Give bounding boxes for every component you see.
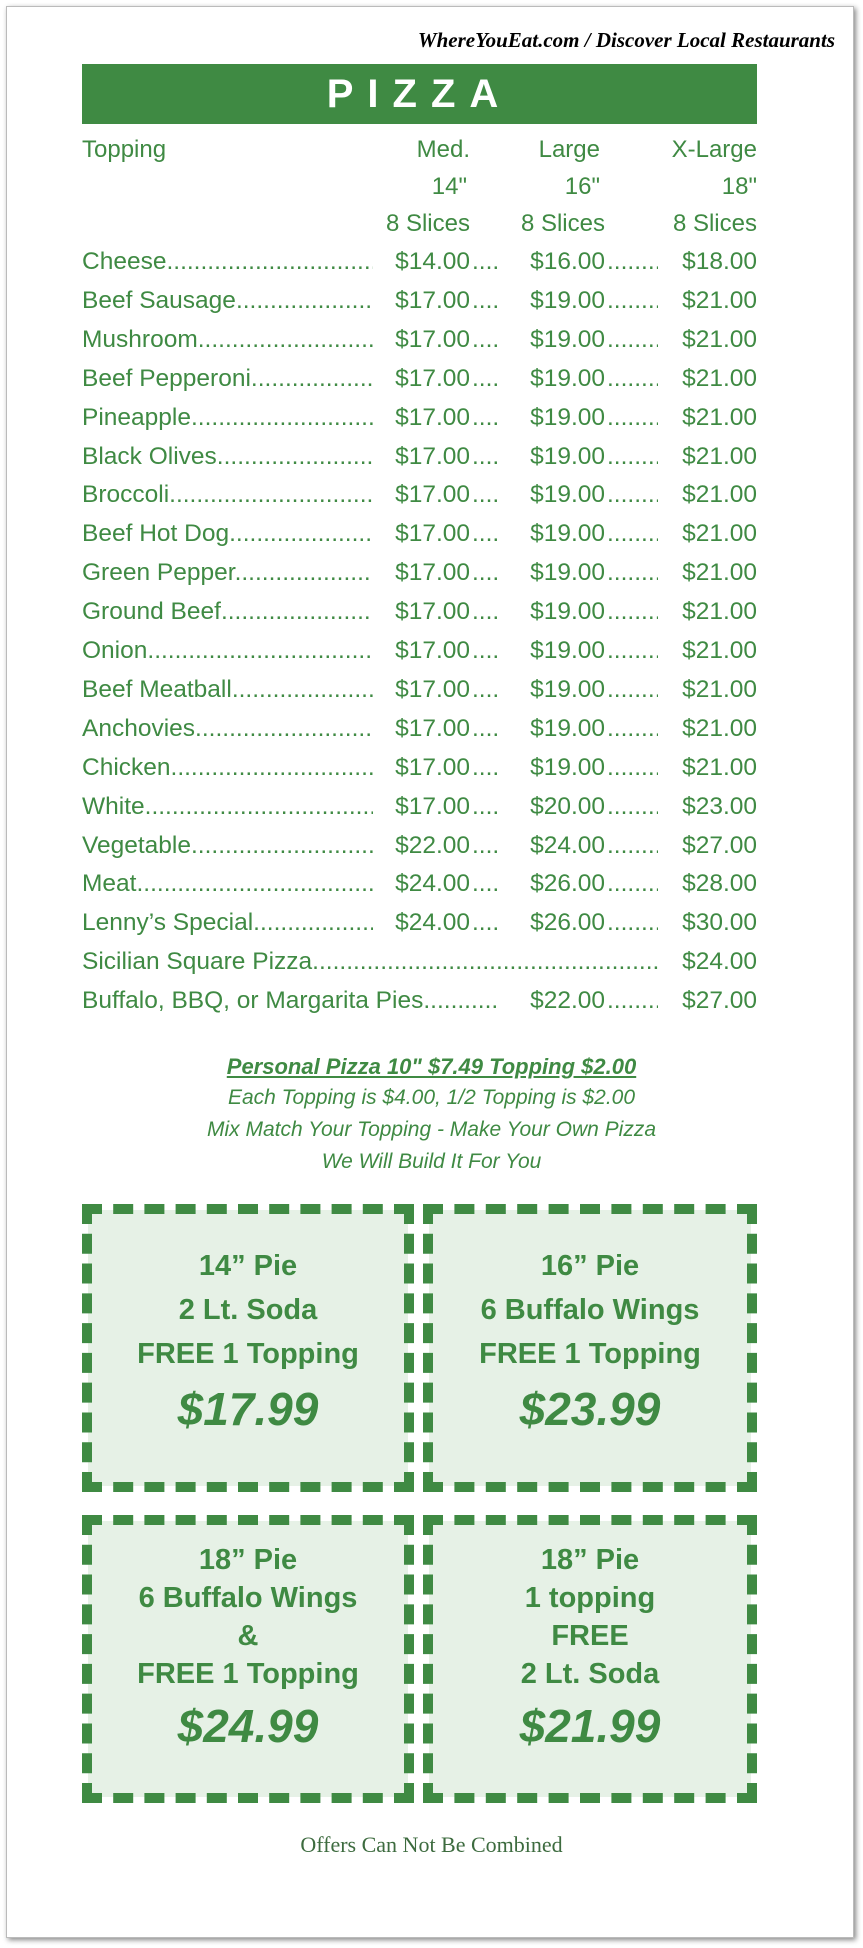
xlarge-slices: 8 Slices	[672, 210, 757, 237]
xlarge-price: $21.00	[682, 364, 757, 392]
dot-leader	[607, 283, 658, 319]
site-title: WhereYouEat.com / Discover Local Restaurants	[417, 28, 835, 52]
xlarge-price: $21.00	[682, 325, 757, 353]
item-name-text: Lenny’s Special	[82, 909, 254, 937]
dot-leader	[607, 905, 658, 941]
large-price: $19.00	[530, 325, 605, 353]
item-name-text: Cheese	[82, 248, 167, 275]
dot-leader	[472, 633, 498, 669]
dot-leader	[607, 516, 658, 552]
med-slices: 8 Slices	[385, 210, 470, 237]
med-size: 14"	[431, 173, 467, 200]
xlarge-price: $21.00	[682, 520, 757, 548]
xlarge-price: $27.00	[682, 987, 757, 1015]
menu-item-row	[82, 633, 757, 669]
promo-line: Each Topping is $4.00, 1/2 Topping is $2.00	[227, 1086, 636, 1109]
xlarge-header: X-Large	[671, 136, 757, 163]
item-name-text: Beef Hot Dog	[82, 520, 230, 548]
xlarge-price: $21.00	[682, 559, 757, 587]
med-price: $14.00	[395, 248, 470, 275]
large-price: $19.00	[530, 286, 605, 314]
item-name	[82, 283, 373, 319]
coupon-line: FREE 1 Topping	[479, 1338, 701, 1370]
coupon-line: 18” Pie	[198, 1544, 298, 1576]
menu-item-row	[82, 361, 757, 397]
dot-leader	[472, 789, 498, 825]
med-price: $17.00	[395, 675, 470, 703]
dot-leader	[607, 866, 658, 902]
dot-leader	[607, 711, 658, 747]
menu-item-row	[82, 905, 757, 941]
large-price: $19.00	[530, 598, 605, 626]
item-name	[82, 361, 373, 397]
large-price: $19.00	[530, 675, 605, 703]
item-name-text: Pineapple	[82, 403, 191, 431]
item-name-text: Broccoli	[82, 481, 170, 509]
med-price: $17.00	[395, 714, 470, 742]
item-name	[82, 516, 373, 552]
dot-leader	[472, 672, 498, 708]
dot-leader	[607, 633, 658, 669]
dot-leader	[607, 789, 658, 825]
large-price: $26.00	[530, 870, 605, 898]
dot-leader	[472, 828, 498, 864]
coupon-line: FREE 1 Topping	[137, 1338, 359, 1370]
menu-item-row	[82, 516, 757, 552]
coupon-price: $17.99	[177, 1383, 319, 1435]
menu-item-row	[82, 828, 757, 864]
dot-leader	[607, 555, 658, 591]
dot-leader	[472, 322, 498, 358]
coupon-line: FREE 1 Topping	[137, 1658, 359, 1690]
dot-leader	[472, 711, 498, 747]
med-price: $17.00	[395, 481, 470, 509]
med-price: $24.00	[395, 870, 470, 898]
med-price: $17.00	[395, 753, 470, 781]
item-name	[82, 944, 660, 980]
coupon-price: $24.99	[177, 1700, 319, 1752]
med-price: $17.00	[395, 637, 470, 664]
coupon-price: $23.99	[519, 1383, 661, 1435]
xlarge-size: 18"	[721, 173, 757, 200]
item-name-text: Beef Meatball	[82, 675, 232, 703]
xlarge-price: $30.00	[682, 909, 757, 937]
coupon-line: 14” Pie	[198, 1250, 298, 1282]
large-price: $16.00	[530, 248, 605, 275]
dot-leader	[607, 244, 658, 280]
coupon-line: 2 Lt. Soda	[178, 1294, 318, 1326]
med-price: $17.00	[395, 403, 470, 431]
xlarge-price: $21.00	[682, 598, 757, 626]
menu-item-row	[82, 400, 757, 436]
coupon-line: 16” Pie	[540, 1250, 640, 1282]
item-name-text: Mushroom	[82, 325, 198, 353]
xlarge-price: $24.00	[682, 948, 757, 976]
dot-leader	[607, 983, 658, 1019]
menu-item-row	[82, 283, 757, 319]
item-name	[82, 905, 373, 941]
large-price: $19.00	[530, 403, 605, 431]
dot-leader	[607, 322, 658, 358]
coupon-line: 6 Buffalo Wings	[480, 1294, 700, 1326]
menu-item-row	[82, 594, 757, 630]
menu-item-row	[82, 944, 757, 980]
item-name	[82, 866, 373, 902]
item-name-text: Green Pepper	[82, 559, 235, 587]
coupon-line: 18” Pie	[540, 1544, 640, 1576]
med-price: $17.00	[395, 442, 470, 470]
item-name	[82, 750, 373, 786]
coupon-line: 2 Lt. Soda	[520, 1658, 660, 1690]
item-name-text: Sicilian Square Pizza	[82, 948, 313, 976]
section-title: PIZZA	[82, 64, 757, 124]
large-header: Large	[538, 136, 600, 163]
xlarge-price: $21.00	[682, 286, 757, 314]
large-price: $19.00	[530, 442, 605, 470]
dot-leader	[607, 361, 658, 397]
large-price: $19.00	[530, 637, 605, 664]
menu-item-row	[82, 439, 757, 475]
menu-item-row	[82, 244, 757, 280]
dot-leader	[607, 828, 658, 864]
item-name-text: White	[82, 792, 145, 820]
item-name-text: Anchovies	[82, 714, 196, 742]
dot-leader	[607, 672, 658, 708]
item-name-text: Onion	[82, 637, 148, 664]
item-name-text: Beef Sausage	[82, 286, 236, 314]
coupon-price: $21.99	[519, 1700, 661, 1752]
dot-leader	[472, 905, 498, 941]
menu-item-row	[82, 555, 757, 591]
dot-leader	[472, 555, 498, 591]
dot-leader	[472, 594, 498, 630]
large-price: $19.00	[530, 520, 605, 548]
large-price: $22.00	[530, 987, 605, 1015]
promo-line: We Will Build It For You	[321, 1150, 542, 1173]
med-price: $17.00	[395, 559, 470, 587]
large-price: $24.00	[530, 831, 605, 859]
xlarge-price: $28.00	[682, 870, 757, 898]
xlarge-price: $21.00	[682, 637, 757, 664]
menu-item-row	[82, 672, 757, 708]
promo-line: Mix Match Your Topping - Make Your Own Pizza	[207, 1118, 656, 1141]
coupon-line: 1 topping	[524, 1582, 656, 1614]
xlarge-price: $21.00	[682, 481, 757, 509]
xlarge-price: $21.00	[682, 675, 757, 703]
item-name-text: Vegetable	[82, 831, 191, 859]
topping-header: Topping	[82, 136, 167, 163]
item-name-text: Ground Beef	[82, 598, 221, 626]
large-price: $19.00	[530, 714, 605, 742]
coupon-deal	[88, 1521, 408, 1797]
menu-item-row	[82, 322, 757, 358]
item-name	[82, 594, 373, 630]
menu-item-row	[82, 789, 757, 825]
large-price: $19.00	[530, 559, 605, 587]
med-price: $22.00	[395, 831, 470, 859]
large-price: $19.00	[530, 364, 605, 392]
item-name	[82, 672, 373, 708]
dot-leader	[607, 750, 658, 786]
item-name	[82, 555, 373, 591]
med-price: $17.00	[395, 325, 470, 353]
dot-leader	[472, 516, 498, 552]
coupon-line: 6 Buffalo Wings	[138, 1582, 358, 1614]
footer-note: Offers Can Not Be Combined	[300, 1832, 563, 1857]
xlarge-price: $21.00	[682, 753, 757, 781]
xlarge-price: $21.00	[682, 442, 757, 470]
large-size: 16"	[564, 173, 600, 200]
menu-item-row	[82, 750, 757, 786]
item-name	[82, 439, 373, 475]
item-name	[82, 983, 497, 1019]
item-name-text: Meat	[82, 870, 137, 898]
coupon-deal	[429, 1210, 751, 1486]
dot-leader	[472, 283, 498, 319]
item-name-text: Black Olives	[82, 442, 217, 470]
med-price: $24.00	[395, 909, 470, 937]
item-name	[82, 711, 373, 747]
coupon-line: FREE	[551, 1620, 629, 1652]
dot-leader	[472, 361, 498, 397]
dot-leader	[472, 477, 498, 513]
med-header: Med.	[416, 136, 470, 163]
med-price: $17.00	[395, 598, 470, 626]
item-name	[82, 244, 373, 280]
xlarge-price: $27.00	[682, 831, 757, 859]
dot-leader	[607, 594, 658, 630]
item-name	[82, 477, 373, 513]
item-name	[82, 633, 373, 669]
xlarge-price: $21.00	[682, 403, 757, 431]
large-price: $26.00	[530, 909, 605, 937]
large-slices: 8 Slices	[520, 210, 605, 237]
med-price: $17.00	[395, 520, 470, 548]
dot-leader	[472, 750, 498, 786]
dot-leader	[472, 439, 498, 475]
item-name	[82, 322, 373, 358]
item-name-text: Buffalo, BBQ, or Margarita Pies	[82, 987, 424, 1015]
menu-item-row	[82, 711, 757, 747]
xlarge-price: $18.00	[682, 248, 757, 275]
item-name-text: Beef Pepperoni	[82, 364, 251, 392]
xlarge-price: $23.00	[682, 792, 757, 820]
med-price: $17.00	[395, 286, 470, 314]
menu-item-row	[82, 983, 757, 1019]
coupon-deal	[88, 1210, 408, 1486]
dot-leader	[607, 439, 658, 475]
large-price: $19.00	[530, 753, 605, 781]
dot-leader	[472, 400, 498, 436]
xlarge-price: $21.00	[682, 714, 757, 742]
coupon-deal	[429, 1521, 751, 1797]
coupon-line: &	[237, 1620, 259, 1652]
dot-leader	[607, 477, 658, 513]
menu-item-row	[82, 866, 757, 902]
item-name	[82, 828, 373, 864]
item-name	[82, 400, 373, 436]
large-price: $19.00	[530, 481, 605, 509]
menu-item-row	[82, 477, 757, 513]
item-name	[82, 789, 373, 825]
med-price: $17.00	[395, 792, 470, 820]
item-name-text: Chicken	[82, 753, 171, 781]
large-price: $20.00	[530, 792, 605, 820]
med-price: $17.00	[395, 364, 470, 392]
personal-pizza-promo: Personal Pizza 10" $7.49 Topping $2.00	[226, 1054, 637, 1079]
dot-leader	[472, 244, 498, 280]
dot-leader	[472, 866, 498, 902]
dot-leader	[607, 400, 658, 436]
